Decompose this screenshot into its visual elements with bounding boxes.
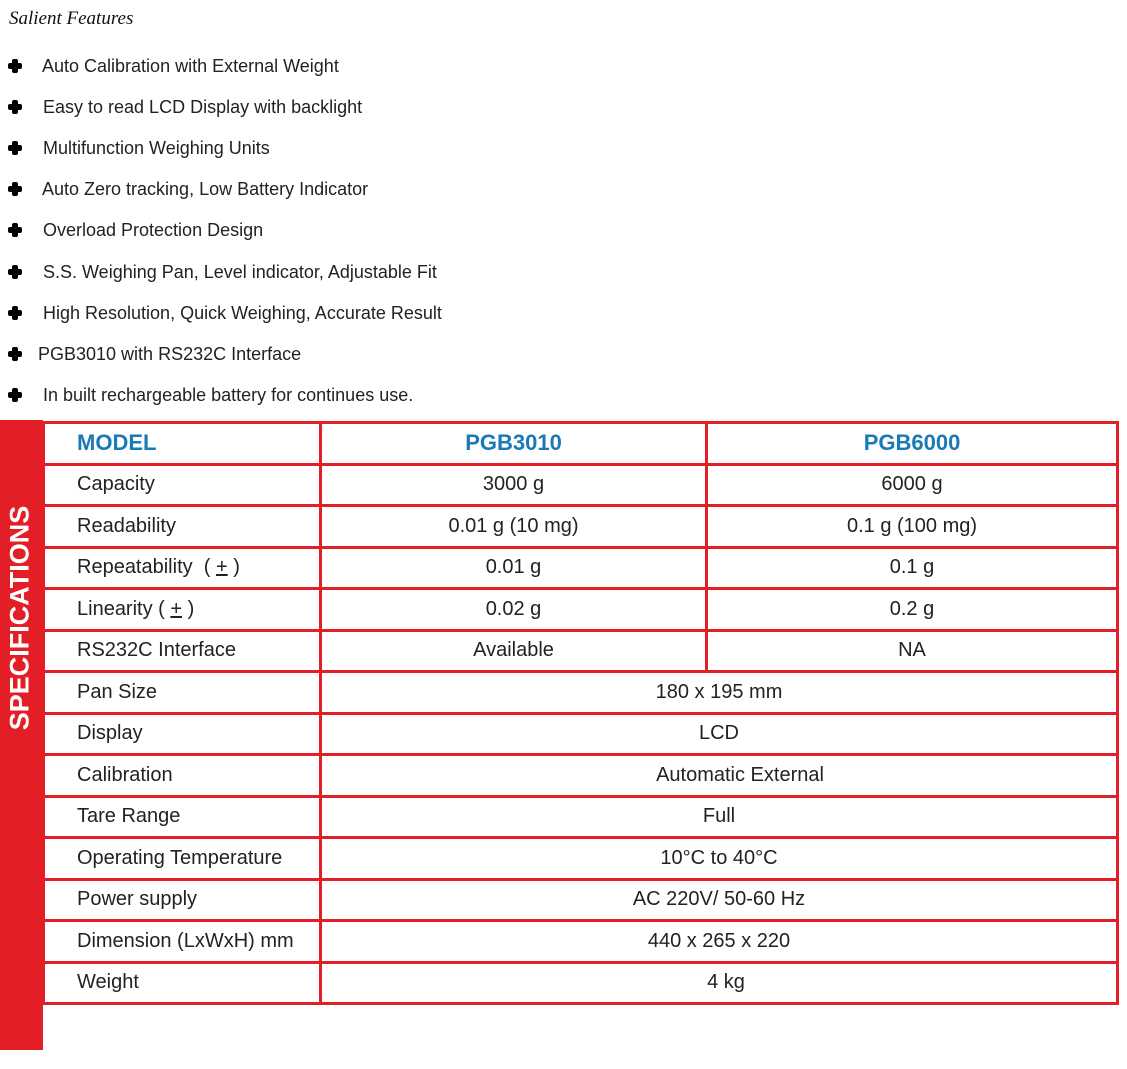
feature-item [0, 95, 362, 119]
table-row [44, 506, 1118, 548]
cell-value: NA [707, 630, 1118, 672]
row-label: Pan Size [44, 672, 321, 714]
cell-value: 0.01 g [321, 547, 707, 589]
feature-text: Auto Calibration with External Weight [42, 55, 339, 76]
feature-item [0, 136, 270, 160]
cell-value: LCD [321, 713, 1118, 755]
table-row [44, 672, 1118, 714]
bullet-icon [8, 59, 22, 73]
row-label: Tare Range [44, 796, 321, 838]
cell-value: 0.02 g [321, 589, 707, 631]
feature-text: Easy to read LCD Display with backlight [43, 96, 363, 117]
feature-text: PGB3010 with RS232C Interface [38, 343, 302, 364]
plus-minus-symbol: + [170, 597, 183, 620]
cell-value: 0.01 g (10 mg) [321, 506, 707, 548]
cell-value: 440 x 265 x 220 [321, 921, 1118, 963]
bullet-icon [8, 347, 22, 361]
bullet-icon [8, 265, 22, 279]
table-row [44, 713, 1118, 755]
row-label: Display [44, 713, 321, 755]
bullet-icon [8, 223, 22, 237]
row-label: Operating Temperature [44, 838, 321, 880]
row-label: RS232C Interface [44, 630, 321, 672]
table-row [44, 755, 1118, 797]
table-row [44, 547, 1118, 589]
table-row [44, 630, 1118, 672]
label-suffix: ) [182, 597, 195, 620]
table-header-row [44, 423, 1118, 465]
row-label: Calibration [44, 755, 321, 797]
label-suffix: ) [227, 556, 240, 579]
feature-item [0, 54, 339, 78]
cell-value: Available [321, 630, 707, 672]
bullet-icon [8, 388, 22, 402]
cell-value: 0.1 g [707, 547, 1118, 589]
row-label: Capacity [44, 464, 321, 506]
cell-value: 0.1 g (100 mg) [707, 506, 1118, 548]
feature-item [0, 342, 301, 366]
feature-item [0, 383, 413, 407]
cell-value: 180 x 195 mm [321, 672, 1118, 714]
feature-text: Multifunction Weighing Units [43, 137, 270, 158]
label-prefix: Linearity ( [77, 597, 171, 620]
feature-item [0, 260, 437, 284]
feature-text: S.S. Weighing Pan, Level indicator, Adjustable Fit [43, 261, 437, 282]
row-label [44, 547, 321, 589]
row-label: Power supply [44, 879, 321, 921]
table-row [44, 796, 1118, 838]
bullet-icon [8, 100, 22, 114]
cell-value: Full [321, 796, 1118, 838]
specifications-table [42, 421, 1119, 1005]
table-row [44, 921, 1118, 963]
header-pgb6000: PGB6000 [707, 423, 1118, 465]
header-model: MODEL [44, 423, 321, 465]
feature-item [0, 177, 368, 201]
bullet-icon [8, 306, 22, 320]
feature-item [0, 218, 263, 242]
row-label [44, 589, 321, 631]
cell-value: 3000 g [321, 464, 707, 506]
plus-minus-symbol: + [215, 556, 228, 579]
cell-value: AC 220V/ 50-60 Hz [321, 879, 1118, 921]
label-prefix: Repeatability ( [77, 556, 216, 579]
cell-value: 6000 g [707, 464, 1118, 506]
table-row [44, 962, 1118, 1004]
table-row [44, 589, 1118, 631]
row-label: Readability [44, 506, 321, 548]
row-label: Dimension (LxWxH) mm [44, 921, 321, 963]
section-title: Salient Features [9, 8, 134, 29]
cell-value: 0.2 g [707, 589, 1118, 631]
header-pgb3010: PGB3010 [321, 423, 707, 465]
feature-text: Overload Protection Design [43, 219, 264, 240]
bullet-icon [8, 182, 22, 196]
cell-value: 10°C to 40°C [321, 838, 1118, 880]
feature-text: In built rechargeable battery for continues use. [43, 384, 414, 405]
table-row [44, 879, 1118, 921]
feature-item [0, 301, 442, 325]
specifications-label: SPECIFICATIONS [4, 505, 35, 731]
row-label: Weight [44, 962, 321, 1004]
feature-text: High Resolution, Quick Weighing, Accurate Result [43, 302, 442, 323]
table-row [44, 464, 1118, 506]
cell-value: 4 kg [321, 962, 1118, 1004]
table-row [44, 838, 1118, 880]
bullet-icon [8, 141, 22, 155]
cell-value: Automatic External [321, 755, 1118, 797]
feature-text: Auto Zero tracking, Low Battery Indicator [42, 178, 369, 199]
